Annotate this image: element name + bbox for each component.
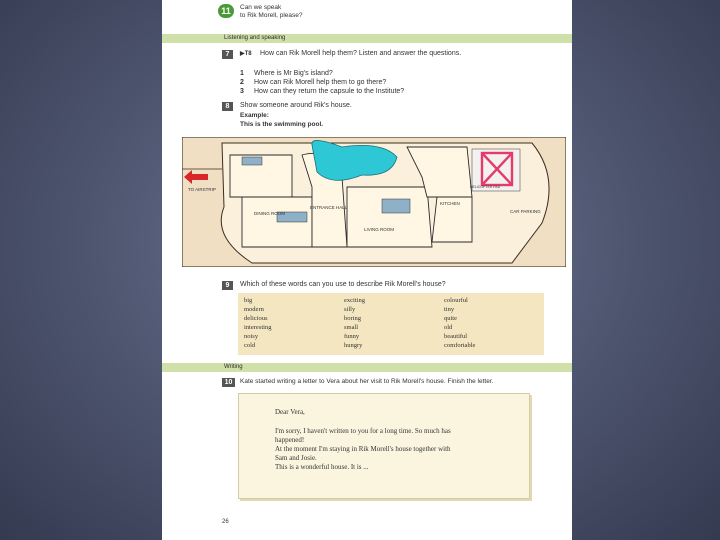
word-box — [238, 293, 544, 355]
word-list-item: modern — [244, 306, 264, 313]
question-3-text: How can they return the capsule to the Institute? — [254, 88, 405, 95]
word-list-item: hungry — [344, 342, 363, 349]
letter-line: At the moment I'm staying in Rik Morell's house together with — [275, 445, 451, 453]
letter-box — [238, 393, 530, 499]
word-list-item: small — [344, 324, 359, 331]
letter-line: This is a wonderful house. It is ... — [275, 463, 369, 471]
word-list-item: silly — [344, 306, 356, 313]
exercise-7-instruction: How can Rik Morell help them? Listen and answer the questions. — [260, 50, 462, 57]
exercise-9-number: 9 — [222, 281, 233, 290]
word-list-item: comfortable — [444, 342, 476, 349]
map-label-living-room: LIVING ROOM — [364, 227, 395, 232]
section-bar-writing: Writing — [162, 363, 572, 372]
lesson-title-line2: to Rik Morell, please? — [240, 12, 303, 19]
textbook-page — [162, 0, 572, 540]
word-list-item: beautiful — [444, 333, 468, 340]
map-label-helicopter: HELICOPTER PAD — [470, 185, 501, 189]
question-1-number: 1 — [240, 70, 244, 77]
question-2-number: 2 — [240, 79, 244, 86]
section-bar-listening: Listening and speaking — [162, 34, 572, 43]
exercise-8-number: 8 — [222, 102, 233, 111]
word-list-item: tiny — [444, 306, 455, 313]
word-list-item: boring — [344, 315, 361, 322]
word-list-item: exciting — [344, 297, 365, 304]
exercise-9-instruction: Which of these words can you use to describe Rik Morell's house? — [240, 281, 446, 288]
audio-track-label: ▶T8 — [240, 51, 252, 57]
lesson-number-badge: 11 — [218, 4, 234, 18]
word-list-item: delicious — [244, 315, 268, 322]
map-label-car-parking: CAR PARKING — [510, 209, 541, 214]
word-list-item: funny — [344, 333, 360, 340]
word-list-item: old — [444, 324, 453, 331]
example-text: This is the swimming pool. — [240, 121, 324, 128]
map-label-airstrip: TO AIRSTRIP — [188, 187, 216, 192]
word-list-item: noisy — [244, 333, 259, 340]
word-list-item: big — [244, 297, 253, 304]
word-list-item: colourful — [444, 297, 468, 304]
question-3-number: 3 — [240, 88, 244, 95]
letter-greeting: Dear Vera, — [275, 408, 305, 416]
letter-line: happened! — [275, 436, 305, 444]
letter-line: Sam and Josie. — [275, 454, 317, 462]
word-list-item: cold — [244, 342, 256, 349]
map-label-kitchen: KITCHEN — [440, 201, 460, 206]
word-list-item: quite — [444, 315, 457, 322]
example-label: Example: — [240, 112, 269, 119]
letter-line: I'm sorry, I haven't written to you for a long time. So much has — [275, 427, 451, 435]
page-number: 26 — [222, 519, 229, 525]
map-label-entrance-hall: ENTRANCE HALL — [310, 205, 348, 210]
question-2-text: How can Rik Morell help them to go there? — [254, 79, 387, 86]
question-1-text: Where is Mr Big's island? — [254, 70, 333, 77]
lesson-title-line1: Can we speak — [240, 4, 282, 11]
map-label-dining-room: DINING ROOM — [254, 211, 285, 216]
house-floor-plan — [182, 137, 566, 267]
exercise-10-instruction: Kate started writing a letter to Vera about her visit to Rik Morell's house. Finish the letter. — [240, 378, 494, 385]
word-list-item: interesting — [244, 324, 272, 331]
exercise-7-number: 7 — [222, 50, 233, 59]
exercise-8-instruction: Show someone around Rik's house. — [240, 102, 352, 109]
exercise-10-number: 10 — [222, 378, 235, 387]
floor-plan-drawing — [182, 137, 566, 267]
